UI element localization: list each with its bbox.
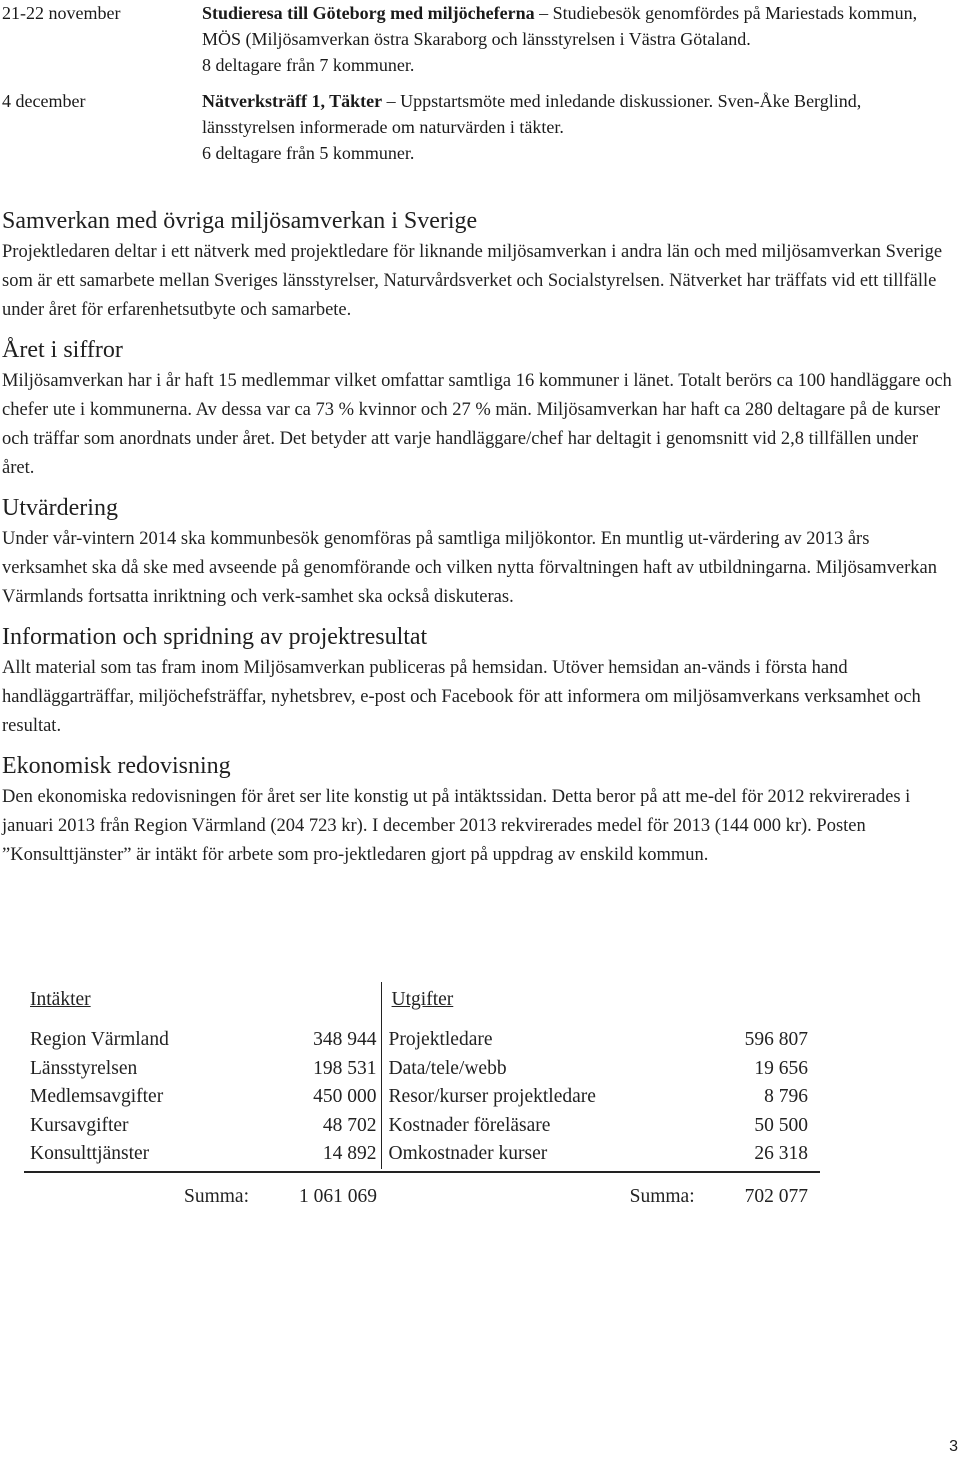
document-content xyxy=(2,200,954,870)
income-label: Konsulttjänster xyxy=(30,1143,150,1164)
income-row xyxy=(24,1112,381,1141)
income-row xyxy=(24,1055,381,1084)
section-heading: Utvärdering xyxy=(2,495,118,521)
sum-row xyxy=(24,1183,820,1212)
expense-sum-label: Summa: xyxy=(629,1185,695,1207)
income-amount: 14 892 xyxy=(322,1143,377,1164)
income-title: Intäkter xyxy=(30,989,91,1010)
expense-column xyxy=(382,982,820,1169)
schedule-body xyxy=(202,88,952,166)
schedule-body xyxy=(202,0,952,78)
section-paragraph: Miljösamverkan har i år haft 15 medlemmar vilket omfattar samtliga 16 kommuner i länet. Totalt berörs ca 100 handläggare och chefer ute i kommunerna. Av dessa var ca 73 % kvinnor och 27 % män. Miljösamverkan har haft ca 280 deltagare på de kurser och träffar som anordnats under året. Det betyder att varje handläggare/chef har deltagit i genomsnitt vid 2,8 tillfällen under året. xyxy=(2,371,952,478)
schedule-participants: 6 deltagare från 5 kommuner. xyxy=(202,143,415,163)
schedule-text: Uppstartsmöte med inledande diskussioner. Sven-Åke Berglind, länsstyrelsen informerade om naturvärden i täkter. xyxy=(202,91,862,137)
table-divider xyxy=(24,1171,820,1173)
expense-amount: 26 318 xyxy=(754,1143,808,1164)
section-ekonomi xyxy=(2,751,954,870)
expense-row xyxy=(386,1112,820,1141)
income-sum-label: Summa: xyxy=(183,1185,249,1207)
expense-label: Omkostnader kurser xyxy=(388,1143,548,1164)
budget-table xyxy=(24,982,820,1211)
section-samverkan xyxy=(2,206,954,325)
income-row xyxy=(24,1140,381,1169)
expense-label: Projektledare xyxy=(388,1029,493,1050)
expense-row xyxy=(386,1026,820,1055)
schedule-date: 21-22 november xyxy=(2,3,121,23)
section-paragraph: Allt material som tas fram inom Miljösamverkan publiceras på hemsidan. Utöver hemsidan an-vänds i första hand handläggarträffar, miljöchefsträffar, nyhetsbrev, e-post och Facebook för att informera om miljösamverkans verksamhet och resultat. xyxy=(2,658,921,736)
schedule-date: 4 december xyxy=(2,91,86,111)
schedule-list xyxy=(2,0,952,166)
income-amount: 450 000 xyxy=(313,1086,377,1107)
expense-label: Kostnader föreläsare xyxy=(388,1114,551,1136)
expense-amount: 596 807 xyxy=(744,1029,808,1050)
schedule-title: Studieresa till Göteborg med miljöcheferna xyxy=(202,3,535,23)
income-amount: 348 944 xyxy=(313,1029,377,1050)
schedule-participants: 8 deltagare från 7 kommuner. xyxy=(202,55,415,75)
schedule-text: Studiebesök genomfördes på Mariestads kommun, MÖS (Miljösamverkan östra Skaraborg och länsstyrelsen i Västra Götaland. xyxy=(202,3,918,49)
schedule-item xyxy=(2,88,952,166)
income-row xyxy=(24,1083,381,1112)
section-paragraph: Under vår-vintern 2014 ska kommunbesök genomföras på samtliga miljökontor. En muntlig ut-värdering av 2013 års verksamhet ska då ske med avseende på genomförande och vilken nytta förvaltningen haft av utbildningarna. Miljösamverkan Värmlands fortsatta inriktning och verk-samhet ska också diskuteras. xyxy=(2,529,937,607)
expense-amount: 19 656 xyxy=(754,1057,808,1079)
income-sum: 1 061 069 xyxy=(299,1185,377,1207)
section-information xyxy=(2,622,954,741)
expense-amount: 50 500 xyxy=(754,1114,808,1136)
page-number: 3 xyxy=(949,1438,958,1455)
expense-title: Utgifter xyxy=(391,989,454,1010)
income-label: Medlemsavgifter xyxy=(30,1086,164,1107)
income-label: Kursavgifter xyxy=(30,1114,129,1136)
income-amount: 48 702 xyxy=(322,1114,377,1136)
expense-row xyxy=(386,1055,820,1084)
expense-label: Data/tele/webb xyxy=(388,1057,507,1079)
income-row xyxy=(24,1026,381,1055)
schedule-dash: – xyxy=(382,91,401,111)
expense-row xyxy=(386,1140,820,1169)
schedule-dash: – xyxy=(534,3,553,23)
section-heading: Samverkan med övriga miljösamverkan i Sverige xyxy=(2,208,478,234)
income-amount: 198 531 xyxy=(313,1057,377,1079)
section-heading: Året i siffror xyxy=(2,337,123,363)
income-label: Region Värmland xyxy=(30,1029,169,1050)
expense-amount: 8 796 xyxy=(764,1086,808,1107)
section-heading: Information och spridning av projektresultat xyxy=(2,624,428,650)
section-paragraph: Den ekonomiska redovisningen för året ser lite konstig ut på intäktssidan. Detta beror på att me-del för 2012 rekvirerades i januari 2013 från Region Värmland (204 723 kr). I december 2013 rekvirerades medel för 2013 (144 000 kr). Posten ”Konsulttjänster” är intäkt för arbete som pro-jektledaren gjort på uppdrag av enskild kommun. xyxy=(2,787,911,865)
section-heading: Ekonomisk redovisning xyxy=(2,753,231,779)
expense-sum: 702 077 xyxy=(744,1185,808,1207)
income-label: Länsstyrelsen xyxy=(30,1057,138,1079)
section-siffror xyxy=(2,335,954,483)
section-utvardering xyxy=(2,493,954,612)
expense-label: Resor/kurser projektledare xyxy=(388,1086,596,1107)
schedule-item xyxy=(2,0,952,78)
income-column xyxy=(24,982,382,1169)
schedule-title: Nätverksträff 1, Täkter xyxy=(202,91,383,111)
section-paragraph: Projektledaren deltar i ett nätverk med projektledare för liknande miljösamverkan i andra län och med miljösamverkan Sverige som är ett samarbete mellan Sveriges länsstyrelser, Naturvårdsverket och Socialstyrelsen. Nätverket har träffats vid ett tillfälle under året för erfarenhetsutbyte och samarbete. xyxy=(2,242,943,320)
expense-row xyxy=(386,1083,820,1112)
